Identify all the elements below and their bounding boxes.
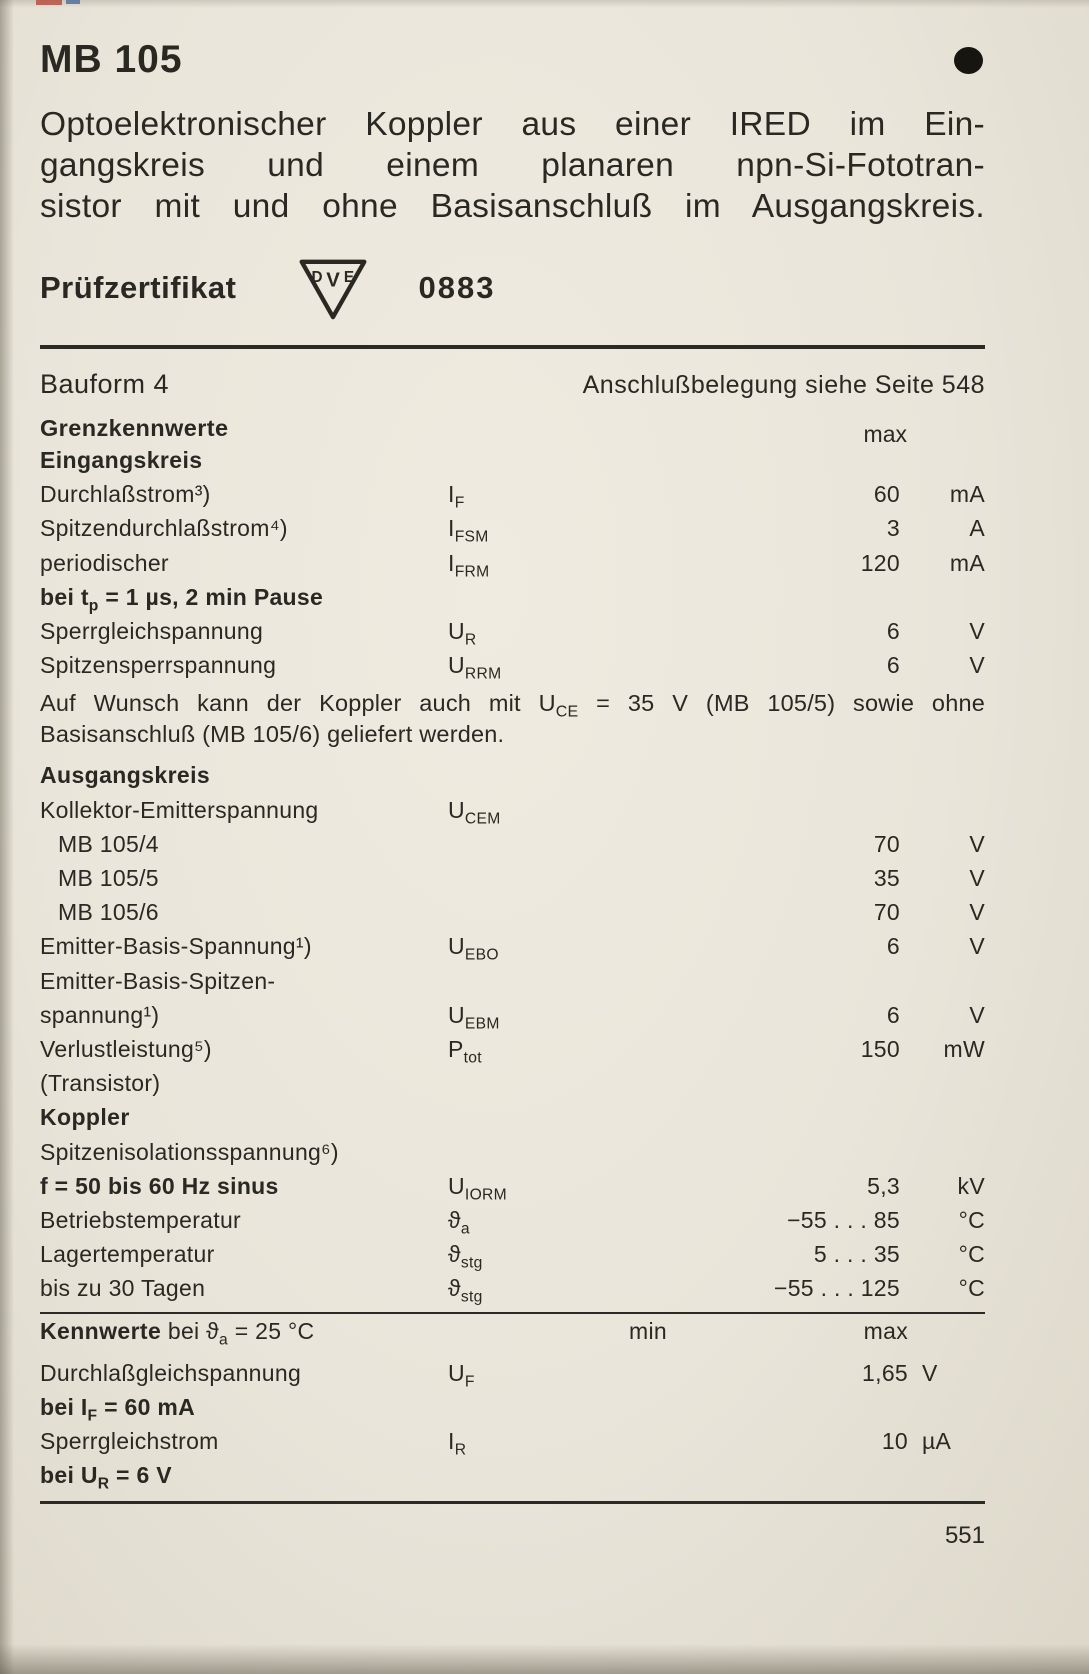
row-label: MB 105/4	[58, 830, 159, 857]
row-symbol: $I_F$	[448, 481, 465, 512]
row-value: 120	[860, 549, 900, 576]
table-row	[40, 1135, 985, 1169]
table-row	[40, 477, 985, 511]
bauform-label: Bauform 4	[40, 369, 170, 399]
horizontal-rule-bottom	[40, 1501, 985, 1504]
row-label: bis zu 30 Tagen	[40, 1275, 206, 1302]
characteristics-header	[40, 1314, 985, 1348]
row-label: Kollektor-Emitterspannung	[40, 796, 319, 823]
row-unit: kV	[957, 1172, 985, 1199]
row-unit: V	[969, 899, 985, 926]
row-symbol: $I_{FRM}$	[448, 549, 490, 581]
row-unit: mA	[949, 549, 985, 576]
row-unit: V	[969, 1001, 985, 1028]
row-label: (Transistor)	[40, 1070, 161, 1097]
scan-artifact-blue	[66, 0, 80, 4]
certificate-label: Prüfzertifikat	[40, 270, 237, 305]
horizontal-rule-top	[40, 345, 985, 349]
certificate-row	[40, 257, 985, 319]
row-symbol: $U_{IORM}$	[448, 1172, 507, 1204]
row-unit: V	[969, 618, 985, 645]
row-label: Emitter-Basis-Spannung¹)	[40, 933, 312, 960]
row-symbol: $U_{RRM}$	[448, 652, 502, 683]
row-label: f = 50 bis 60 Hz sinus	[40, 1172, 279, 1199]
certificate-number: 0883	[418, 270, 496, 305]
row-symbol: $ϑ_{stg}$	[448, 1241, 483, 1272]
row-symbol: $P_{tot}$	[448, 1036, 482, 1067]
row-label: Betriebstemperatur	[40, 1207, 241, 1234]
row-max: 1,65	[862, 1359, 908, 1386]
page-title: MB 105	[40, 38, 183, 81]
row-label: Spitzenisolationsspannung⁶)	[40, 1138, 339, 1165]
row-label: bei $I_F = 60$ mA	[40, 1394, 196, 1425]
row-value: 70	[873, 830, 900, 857]
footer-row	[40, 1522, 985, 1550]
limits-table	[40, 443, 985, 1306]
row-value: 70	[873, 899, 900, 926]
svg-text:E: E	[344, 269, 355, 287]
row-label: MB 105/5	[58, 865, 159, 892]
table-row	[40, 964, 985, 998]
meta-row	[40, 369, 985, 401]
table-row	[40, 827, 985, 861]
row-value: 5 . . . 35	[813, 1241, 900, 1268]
row-label: Durchlaßstrom³)	[40, 481, 211, 508]
row-symbol: $U_{CEM}$	[448, 796, 501, 828]
table-row	[40, 614, 985, 648]
row-unit: V	[969, 865, 985, 892]
row-unit: µA	[922, 1428, 952, 1455]
table-row	[40, 1424, 985, 1458]
row-unit: mW	[943, 1036, 985, 1063]
table-row	[40, 1458, 985, 1492]
row-value: 6	[886, 933, 900, 960]
row-unit: A	[969, 515, 985, 542]
section-heading: Koppler	[40, 1104, 130, 1131]
row-symbol: $I_{FSM}$	[448, 515, 489, 546]
row-unit: °C	[958, 1207, 985, 1234]
row-label: Spitzendurchlaßstrom⁴)	[40, 515, 288, 542]
section-heading: Ausgangskreis	[40, 762, 211, 789]
table-row	[40, 546, 985, 580]
row-unit: V	[969, 830, 985, 857]
table-row	[40, 895, 985, 929]
row-label: Sperrgleichspannung	[40, 618, 264, 645]
row-value: 3	[886, 515, 900, 542]
row-label: periodischer	[40, 549, 169, 576]
row-value: −55 . . . 85	[787, 1207, 900, 1234]
limits-heading: Grenzkennwerte	[40, 415, 229, 441]
row-unit: V	[922, 1359, 938, 1386]
row-symbol: $I_R$	[448, 1428, 467, 1459]
row-label: Spitzensperrspannung	[40, 652, 277, 679]
scan-artifact-red	[36, 0, 62, 5]
row-value: 6	[886, 1001, 900, 1028]
table-row	[40, 861, 985, 895]
intro-line: sistor mit und ohne Basisanschluß im Ausgangskreis.	[40, 188, 985, 225]
table-row	[40, 1237, 985, 1271]
row-label: Emitter-Basis-Spitzen-	[40, 967, 276, 994]
row-symbol: $U_R$	[448, 618, 477, 649]
row-unit: mA	[949, 481, 985, 508]
row-value: 150	[860, 1036, 900, 1063]
row-unit: V	[969, 652, 985, 679]
row-symbol: $U_F$	[448, 1359, 475, 1391]
row-unit: °C	[958, 1275, 985, 1302]
note-paragraph: Auf Wunsch kann der Koppler auch mit $U_{CE} = 35$ V (MB 105/5) sowie ohne Basisanschluß (MB 105/6) geliefert werden.	[40, 690, 985, 748]
row-symbol: $ϑ_{stg}$	[448, 1275, 483, 1307]
table-row	[40, 1356, 985, 1390]
row-label: bei $U_R = 6$ V	[40, 1462, 172, 1494]
limits-header	[40, 413, 985, 447]
row-max: 10	[881, 1428, 908, 1455]
intro-line: Optoelektronischer Koppler aus einer IRED im Ein-	[40, 106, 985, 143]
intro-paragraph	[40, 104, 985, 227]
row-value: 35	[873, 865, 900, 892]
page-number: 551	[944, 1521, 985, 1549]
vde-logo-icon	[292, 256, 374, 320]
row-value: 6	[886, 652, 900, 679]
row-symbol: $ϑ_a$	[448, 1207, 470, 1238]
table-row	[40, 1032, 985, 1066]
row-value: 60	[873, 481, 900, 508]
table-row	[40, 511, 985, 545]
svg-text:D: D	[311, 269, 323, 287]
row-label: Sperrgleichstrom	[40, 1428, 219, 1455]
intro-line: gangskreis und einem planaren npn-Si-Fototran-	[40, 147, 985, 184]
pinout-reference-note: Anschlußbelegung siehe Seite 548	[582, 371, 985, 399]
table-row	[40, 998, 985, 1032]
row-symbol: $U_{EBO}$	[448, 933, 499, 965]
row-value: 5,3	[867, 1172, 900, 1199]
row-unit: V	[969, 933, 985, 960]
row-label: spannung¹)	[40, 1001, 160, 1028]
characteristics-heading: Kennwerte bei $ϑ_a = 25$ °C	[40, 1317, 315, 1349]
table-row	[40, 1169, 985, 1203]
row-label: Lagertemperatur	[40, 1241, 215, 1268]
black-dot-marker	[954, 47, 983, 74]
min-column-label: min	[629, 1317, 667, 1344]
svg-text:V: V	[326, 269, 341, 292]
row-label: Durchlaßgleichspannung	[40, 1359, 302, 1386]
table-row	[40, 648, 985, 682]
max-column-label-kenn: max	[863, 1317, 908, 1344]
table-row	[40, 1271, 985, 1305]
row-value: −55 . . . 125	[773, 1275, 900, 1302]
table-row	[40, 1390, 985, 1424]
table-row	[40, 580, 985, 614]
row-label: MB 105/6	[58, 899, 159, 926]
table-row	[40, 929, 985, 963]
row-value: 6	[886, 618, 900, 645]
characteristics-table	[40, 1356, 985, 1493]
max-column-label: max	[863, 421, 907, 447]
table-row	[40, 1203, 985, 1237]
row-label: bei $t_p = 1$ µs, 2 min Pause	[40, 583, 324, 615]
row-unit: °C	[958, 1241, 985, 1268]
title-row	[40, 36, 985, 84]
table-row	[40, 1066, 985, 1100]
section-heading: Eingangskreis	[40, 447, 203, 473]
row-symbol: $U_{EBM}$	[448, 1001, 500, 1033]
row-label: Verlustleistung⁵)	[40, 1036, 212, 1063]
table-row	[40, 793, 985, 827]
